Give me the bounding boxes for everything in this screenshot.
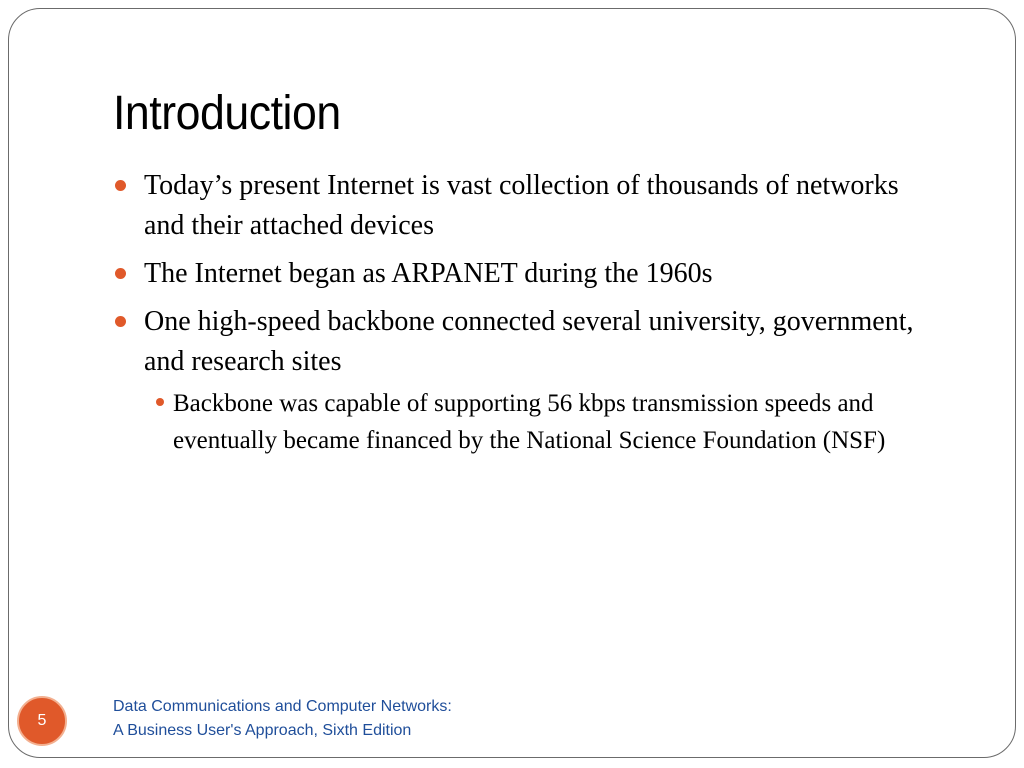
bullet-text: The Internet began as ARPANET during the 1960s bbox=[144, 258, 713, 289]
bullet-text: Today’s present Internet is vast collection of thousands of networks and their attached devices bbox=[144, 170, 899, 241]
footer-line-1: Data Communications and Computer Networks: bbox=[113, 698, 452, 715]
sub-bullet-list bbox=[144, 385, 915, 459]
bullet-item bbox=[115, 254, 915, 294]
slide-footer bbox=[113, 695, 452, 743]
bullet-item bbox=[115, 302, 915, 459]
sub-bullet-text: Backbone was capable of supporting 56 kbps transmission speeds and eventually became financed by the National Science Foundation (NSF) bbox=[173, 390, 886, 454]
sub-bullet-dot-icon bbox=[156, 398, 164, 406]
slide-title: Introduction bbox=[113, 87, 341, 140]
bullet-dot-icon bbox=[115, 268, 126, 279]
bullet-dot-icon bbox=[115, 180, 126, 191]
page-number-badge bbox=[17, 696, 67, 746]
bullet-text: One high-speed backbone connected several university, government, and research sites bbox=[144, 306, 914, 377]
bullet-item bbox=[115, 166, 915, 246]
sub-bullet-item bbox=[144, 385, 915, 459]
bullet-list bbox=[115, 166, 915, 467]
footer-line-2: A Business User's Approach, Sixth Edition bbox=[113, 722, 412, 739]
bullet-dot-icon bbox=[115, 316, 126, 327]
page-number: 5 bbox=[37, 712, 47, 729]
